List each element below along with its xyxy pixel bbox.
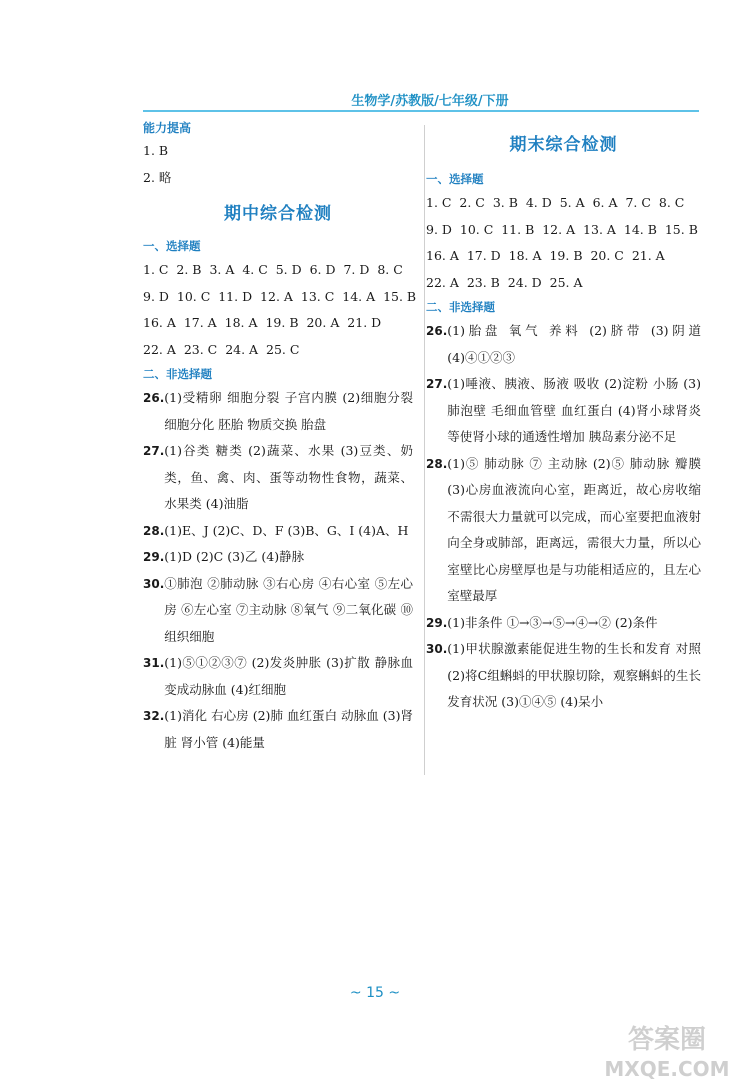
- right-column: [426, 118, 701, 716]
- question-answer: (1)受精卵 细胞分裂 子宫内膜 (2)细胞分裂 细胞分化 胚胎 物质交换 胎盘: [164, 390, 413, 432]
- final-choice-line: 22. A 23. B 24. D 25. A: [426, 274, 583, 290]
- question-number: 30.: [426, 642, 448, 656]
- left-column: [143, 118, 417, 756]
- ability-heading: 能力提高: [143, 121, 192, 135]
- midterm-question: [143, 518, 413, 545]
- midterm-choice-heading: 一、选择题: [143, 239, 201, 253]
- final-question: [426, 636, 701, 716]
- question-answer: (1)消化 右心房 (2)肺 血红蛋白 动脉血 (3)肾脏 肾小管 (4)能量: [164, 708, 413, 750]
- final-choice-line: 9. D 10. C 11. B 12. A 13. A 14. B 15. B: [426, 221, 698, 237]
- question-number: 27.: [426, 377, 448, 391]
- question-number: 29.: [426, 615, 448, 630]
- question-answer: (1)D (2)C (3)乙 (4)静脉: [164, 549, 305, 564]
- midterm-question: [143, 571, 413, 651]
- question-answer: (1)⑤ 肺动脉 ⑦ 主动脉 (2)⑤ 肺动脉 瓣膜 (3)心房血液流向心室，距离近，故心房收缩不需很大力量就可以完成，而心室要把血液射向全身或肺部，距离远，需很大力量，所以心室壁比心房壁厚也是与功能相适应的，且左心室壁最厚: [447, 455, 701, 603]
- question-number: 27.: [143, 444, 165, 458]
- final-choice-line: 16. A 17. D 18. A 19. B 20. C 21. A: [426, 248, 665, 263]
- question-number: 28.: [143, 523, 165, 538]
- question-answer: (1)胎盘 氧气 养料 (2)脐带 (3)阴道 (4)④①②③: [447, 323, 701, 365]
- midterm-question: [143, 385, 413, 438]
- final-question: [426, 318, 701, 371]
- ability-answer-1: 1. B: [143, 143, 169, 158]
- final-nonchoice-heading: 二、非选择题: [426, 300, 495, 314]
- watermark-line-2: MXQE.COM: [604, 1057, 730, 1081]
- ability-answer-2: 2. 略: [143, 169, 172, 185]
- midterm-title: 期中综合检测: [224, 204, 332, 224]
- question-number: 30.: [143, 576, 165, 591]
- question-answer: (1)谷类 糖类 (2)蔬菜、水果 (3)豆类、奶类，鱼、禽、肉、蛋等动物性食物，蔬菜、水果类 (4)油脂: [164, 443, 413, 511]
- final-question: [426, 610, 701, 637]
- midterm-question: [143, 650, 413, 703]
- midterm-choice-line: 16. A 17. A 18. A 19. B 20. A 21. D: [143, 315, 382, 330]
- watermark-logo: [592, 1016, 742, 1086]
- final-question: [426, 451, 701, 610]
- question-number: 28.: [426, 456, 448, 471]
- final-choice-line: 1. C 2. C 3. B 4. D 5. A 6. A 7. C 8. C: [426, 195, 685, 210]
- midterm-question: [143, 703, 413, 756]
- final-title: 期末综合检测: [509, 135, 618, 155]
- midterm-choice-line: 1. C 2. B 3. A 4. C 5. D 6. D 7. D 8. C: [143, 262, 403, 277]
- column-divider: [424, 125, 425, 775]
- final-choice-heading: 一、选择题: [426, 172, 484, 186]
- midterm-nonchoice-heading: 二、非选择题: [143, 367, 212, 381]
- question-answer: (1)非条件 ①→③→⑤→④→② (2)条件: [447, 614, 658, 630]
- page-number: ~ 15 ~: [349, 985, 401, 1001]
- midterm-question: [143, 544, 413, 571]
- question-answer: (1)甲状腺激素能促进生物的生长和发育 对照 (2)将C组蝌蚪的甲状腺切除，观察蝌蚪的生长发育状况 (3)①④⑤ (4)呆小: [447, 641, 701, 709]
- question-answer: ①肺泡 ②肺动脉 ③右心房 ④右心室 ⑤左心房 ⑥左心室 ⑦主动脉 ⑧氧气 ⑨二氧化碳 ⑩组织细胞: [164, 575, 413, 644]
- question-number: 26.: [426, 324, 448, 338]
- header-rule: [143, 110, 699, 112]
- question-number: 29.: [143, 550, 165, 564]
- midterm-choice-line: 9. D 10. C 11. D 12. A 13. C 14. A 15. B: [143, 288, 417, 304]
- watermark-line-1: 答案圈: [627, 1025, 707, 1055]
- final-question: [426, 371, 701, 451]
- question-number: 26.: [143, 391, 165, 405]
- question-answer: (1)E、J (2)C、D、F (3)B、G、I (4)A、H: [164, 522, 409, 538]
- question-number: 32.: [143, 709, 165, 723]
- midterm-question: [143, 438, 413, 518]
- question-answer: (1)⑤①②③⑦ (2)发炎肿胀 (3)扩散 静脉血变成动脉血 (4)红细胞: [164, 655, 413, 697]
- question-number: 31.: [143, 656, 165, 670]
- question-answer: (1)唾液、胰液、肠液 吸收 (2)淀粉 小肠 (3)肺泡壁 毛细血管壁 血红蛋白 (4)肾小球肾炎等使肾小球的通透性增加 胰岛素分泌不足: [447, 376, 701, 444]
- midterm-choice-line: 22. A 23. C 24. A 25. C: [143, 341, 300, 357]
- running-header: 生物学/苏教版/七年级/下册: [351, 94, 509, 109]
